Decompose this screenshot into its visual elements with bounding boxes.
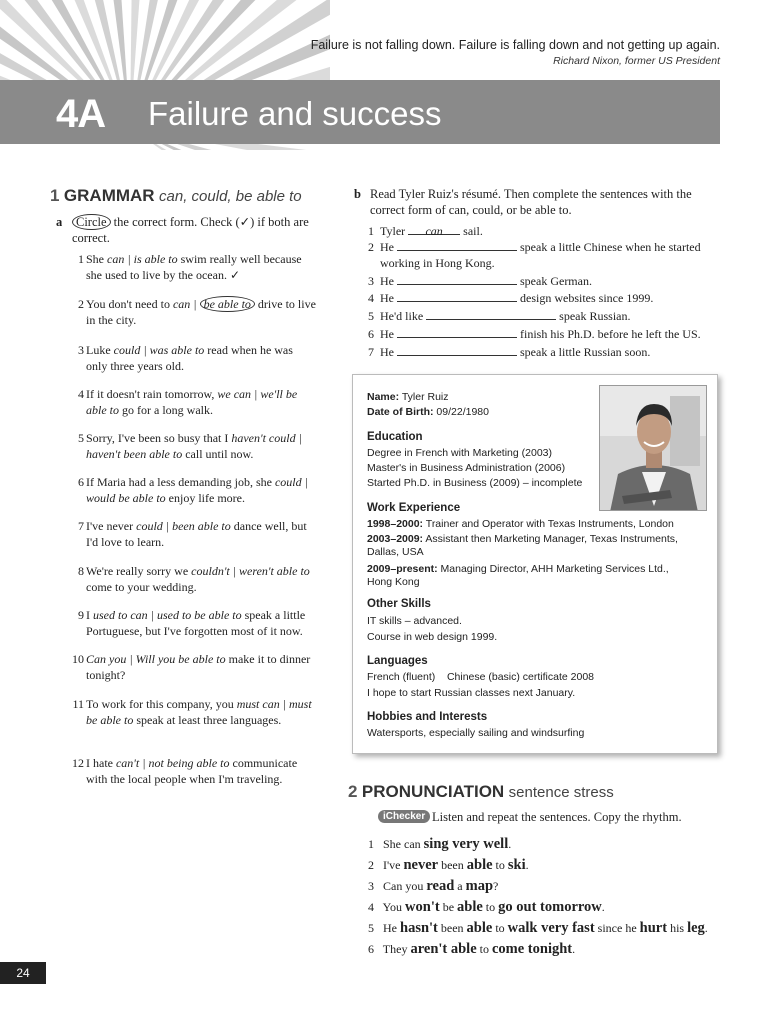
fill-item [368, 291, 728, 307]
item-number: 2 [368, 240, 374, 254]
stressed-word: leg [687, 920, 705, 936]
item-number: 8 [78, 564, 84, 578]
fill-item [368, 240, 728, 271]
education-line: Master's in Business Administration (2006) [367, 462, 566, 474]
name-value: Tyler Ruiz [399, 391, 449, 403]
languages-heading: Languages [367, 655, 428, 667]
exercise-item [66, 564, 316, 595]
work-desc-cont: Hong Kong [367, 576, 420, 588]
exercise-item [66, 252, 316, 283]
stressed-word: never [403, 857, 439, 873]
answer-blank[interactable]: can [408, 224, 460, 235]
item-number: 6 [368, 327, 374, 341]
skills-line: Course in web design 1999. [367, 631, 498, 643]
part-label: b [354, 187, 361, 201]
fill-item [368, 224, 728, 240]
section-name: GRAMMAR [63, 186, 155, 205]
languages-line: I hope to start Russian classes next January. [367, 687, 576, 699]
item-number: 1 [78, 252, 84, 266]
fill-item [368, 345, 728, 361]
item-text: I used to can | used to be able to speak a little Portuguese, but I've forgotten most of it now. [86, 608, 306, 638]
answer-blank[interactable] [397, 291, 517, 302]
item-number: 9 [78, 608, 84, 622]
item-text: I hate can't | not being able to communicate with the local people when I'm traveling. [86, 756, 298, 786]
work-desc: Trainer and Operator with Texas Instruments, London [423, 518, 674, 530]
item-number: 1 [368, 837, 374, 851]
item-text: Sorry, I've been so busy that I haven't could | haven't been able to call until now. [86, 431, 302, 461]
stressed-word: able [466, 857, 493, 873]
item-choice[interactable]: we can | we'll be able to [86, 387, 298, 417]
item-choice[interactable]: Can you | Will you be able to [86, 652, 226, 666]
exercise-item [66, 756, 316, 787]
item-text: To work for this company, you must can | must be able to speak at least three languages. [86, 697, 312, 727]
item-number: 11 [72, 697, 84, 711]
item-text: He speak a little Russian soon. [380, 345, 651, 359]
stressed-word: aren't able [410, 941, 477, 957]
answer-blank[interactable] [397, 345, 517, 356]
item-number: 1 [368, 224, 374, 238]
exercise-item [66, 652, 316, 683]
item-number: 4 [78, 387, 84, 401]
item-number: 3 [78, 343, 84, 357]
stressed-word: sing very well [423, 836, 509, 852]
fill-item [368, 309, 728, 325]
exercise-item [66, 297, 316, 328]
part-label: a [56, 215, 63, 229]
exercise-item [66, 387, 316, 418]
pronunciation-sentence: 2 I've never been able to ski. [368, 855, 708, 876]
stressed-word: map [465, 878, 494, 894]
item-number: 7 [78, 519, 84, 533]
ichecker-badge: iChecker [378, 810, 430, 823]
item-number: 7 [368, 345, 374, 359]
work-years: 2003–2009: [367, 533, 424, 545]
stressed-word: hasn't [400, 920, 438, 936]
item-choice[interactable]: can't | not being able to [115, 756, 230, 770]
item-choice[interactable]: can | is able to [107, 252, 178, 266]
work-desc-cont: Dallas, USA [367, 546, 424, 558]
item-text: Tyler can sail. [380, 224, 483, 238]
education-line: Started Ph.D. in Business (2009) – incomplete [367, 477, 583, 489]
exercise-item [66, 475, 316, 506]
item-number: 4 [368, 900, 374, 914]
stressed-word: come tonight [491, 941, 573, 957]
lesson-code: 4A [56, 92, 106, 136]
pronunciation-instruction: Listen and repeat the sentences. Copy the rhythm. [432, 810, 682, 824]
name-label: Name: [367, 391, 400, 403]
item-text: He speak a little Chinese when he started working in Hong Kong. [380, 240, 701, 270]
item-text: We're really sorry we couldn't | weren't able to come to your wedding. [86, 564, 310, 594]
work-heading: Work Experience [367, 502, 461, 514]
item-choice[interactable]: could | been able to [136, 519, 231, 533]
item-choice[interactable]: used to can | used to be able to [93, 608, 242, 622]
education-line: Degree in French with Marketing (2003) [367, 447, 553, 459]
item-text: You don't need to can | be able to drive to live in the city. [86, 297, 316, 327]
hobbies-heading: Hobbies and Interests [367, 711, 488, 723]
stressed-word: able [457, 899, 483, 915]
item-choice[interactable]: could | was able to [113, 343, 205, 357]
item-number: 2 [368, 858, 374, 872]
skills-heading: Other Skills [367, 598, 431, 610]
dob-value: 09/22/1980 [433, 406, 489, 418]
item-text: He'd like speak Russian. [380, 309, 631, 323]
lesson-title-bar [0, 80, 720, 144]
section-subtitle: sentence stress [508, 784, 614, 801]
section-number: 1 [50, 186, 60, 205]
languages-line: French (fluent) Chinese (basic) certificate 2008 [367, 671, 595, 683]
item-number: 4 [368, 291, 374, 305]
item-number: 6 [78, 475, 84, 489]
item-number: 2 [78, 297, 84, 311]
stressed-word: able [466, 920, 493, 936]
instruction-a [56, 214, 316, 246]
answer-blank[interactable] [426, 309, 556, 320]
item-choice[interactable]: couldn't | weren't able to [191, 564, 310, 578]
item-number: 5 [368, 921, 374, 935]
stressed-word: go out tomorrow [498, 899, 602, 915]
answer-blank[interactable] [397, 240, 517, 251]
item-text: If it doesn't rain tomorrow, we can | we'll be able to go for a long walk. [86, 387, 298, 417]
section-subtitle: can, could, be able to [159, 188, 302, 205]
item-choice[interactable]: could | would be able to [86, 475, 308, 505]
dob-label: Date of Birth: [367, 406, 434, 418]
instruction-text: Read Tyler Ruiz's résumé. Then complete the sentences with the correct form of can, could, or be able to. [370, 187, 692, 217]
fill-item [368, 274, 728, 290]
item-number: 3 [368, 274, 374, 288]
exercise-item [66, 431, 316, 462]
pronunciation-list [368, 834, 708, 960]
item-number: 3 [368, 879, 374, 893]
page-number: 24 [0, 962, 46, 984]
answer-blank[interactable] [397, 274, 517, 285]
exercise-item [66, 343, 316, 374]
work-years: 2009–present: [367, 563, 438, 575]
item-text: He finish his Ph.D. before he left the US. [380, 327, 701, 341]
item-text: Can you | Will you be able to make it to dinner tonight? [86, 652, 311, 682]
section-1-heading [50, 186, 302, 206]
item-text: Luke could | was able to read when he was only three years old. [86, 343, 293, 373]
item-text: If Maria had a less demanding job, she could | would be able to enjoy life more. [86, 475, 308, 505]
item-choice[interactable]: can | be able to [173, 296, 255, 312]
stressed-word: hurt [639, 920, 668, 936]
instruction-text: the correct form. Check (✓) if both are correct. [72, 215, 309, 245]
item-choice[interactable]: haven't could | haven't been able to [86, 431, 302, 461]
item-number: 12 [72, 756, 84, 770]
item-text: He design websites since 1999. [380, 291, 654, 305]
profile-photo [599, 385, 707, 511]
item-text: I've never could | been able to dance well, but I'd love to learn. [86, 519, 307, 549]
pronunciation-sentence: 3 Can you read a map? [368, 876, 708, 897]
quote-text: Failure is not falling down. Failure is falling down and not getting up again. [310, 38, 720, 52]
answer-blank[interactable] [397, 327, 517, 338]
section-name: PRONUNCIATION [361, 782, 505, 801]
hobbies-line: Watersports, especially sailing and windsurfing [367, 727, 585, 739]
item-text: He speak German. [380, 274, 592, 288]
exercise-item [66, 608, 316, 639]
education-heading: Education [367, 431, 423, 443]
stressed-word: won't [405, 899, 440, 915]
instruction-b [354, 186, 724, 218]
pronunciation-sentence: 5 He hasn't been able to walk very fast since he hurt his leg. [368, 918, 708, 939]
section-2-heading [348, 782, 614, 802]
circle-word: Circle [72, 214, 111, 230]
item-number: 5 [368, 309, 374, 323]
fill-item [368, 327, 728, 343]
work-years: 1998–2000: [367, 518, 424, 530]
work-desc: Assistant then Marketing Manager, Texas Instruments, [423, 533, 678, 545]
item-choice[interactable]: must can | must be able to [86, 697, 312, 727]
item-number: 6 [368, 942, 374, 956]
work-desc: Managing Director, AHH Marketing Services Ltd., [437, 563, 669, 575]
stressed-word: read [426, 878, 455, 894]
item-number: 10 [72, 652, 84, 666]
stressed-word: ski [507, 857, 526, 873]
pronunciation-sentence: 1 She can sing very well. [368, 834, 708, 855]
stressed-word: walk very fast [507, 920, 595, 936]
section-number: 2 [348, 782, 358, 801]
skills-line: IT skills – advanced. [367, 615, 462, 627]
exercise-item [66, 697, 316, 728]
resume-card [352, 374, 718, 754]
exercise-item [66, 519, 316, 550]
lesson-title: Failure and success [148, 95, 442, 132]
item-number: 5 [78, 431, 84, 445]
quote-author: Richard Nixon, former US President [553, 55, 720, 67]
pronunciation-sentence: 6 They aren't able to come tonight. [368, 939, 708, 960]
epigraph [311, 38, 720, 67]
item-text: She can | is able to swim really well because she used to live by the ocean. ✓ [86, 252, 302, 282]
pronunciation-sentence: 4 You won't be able to go out tomorrow. [368, 897, 708, 918]
